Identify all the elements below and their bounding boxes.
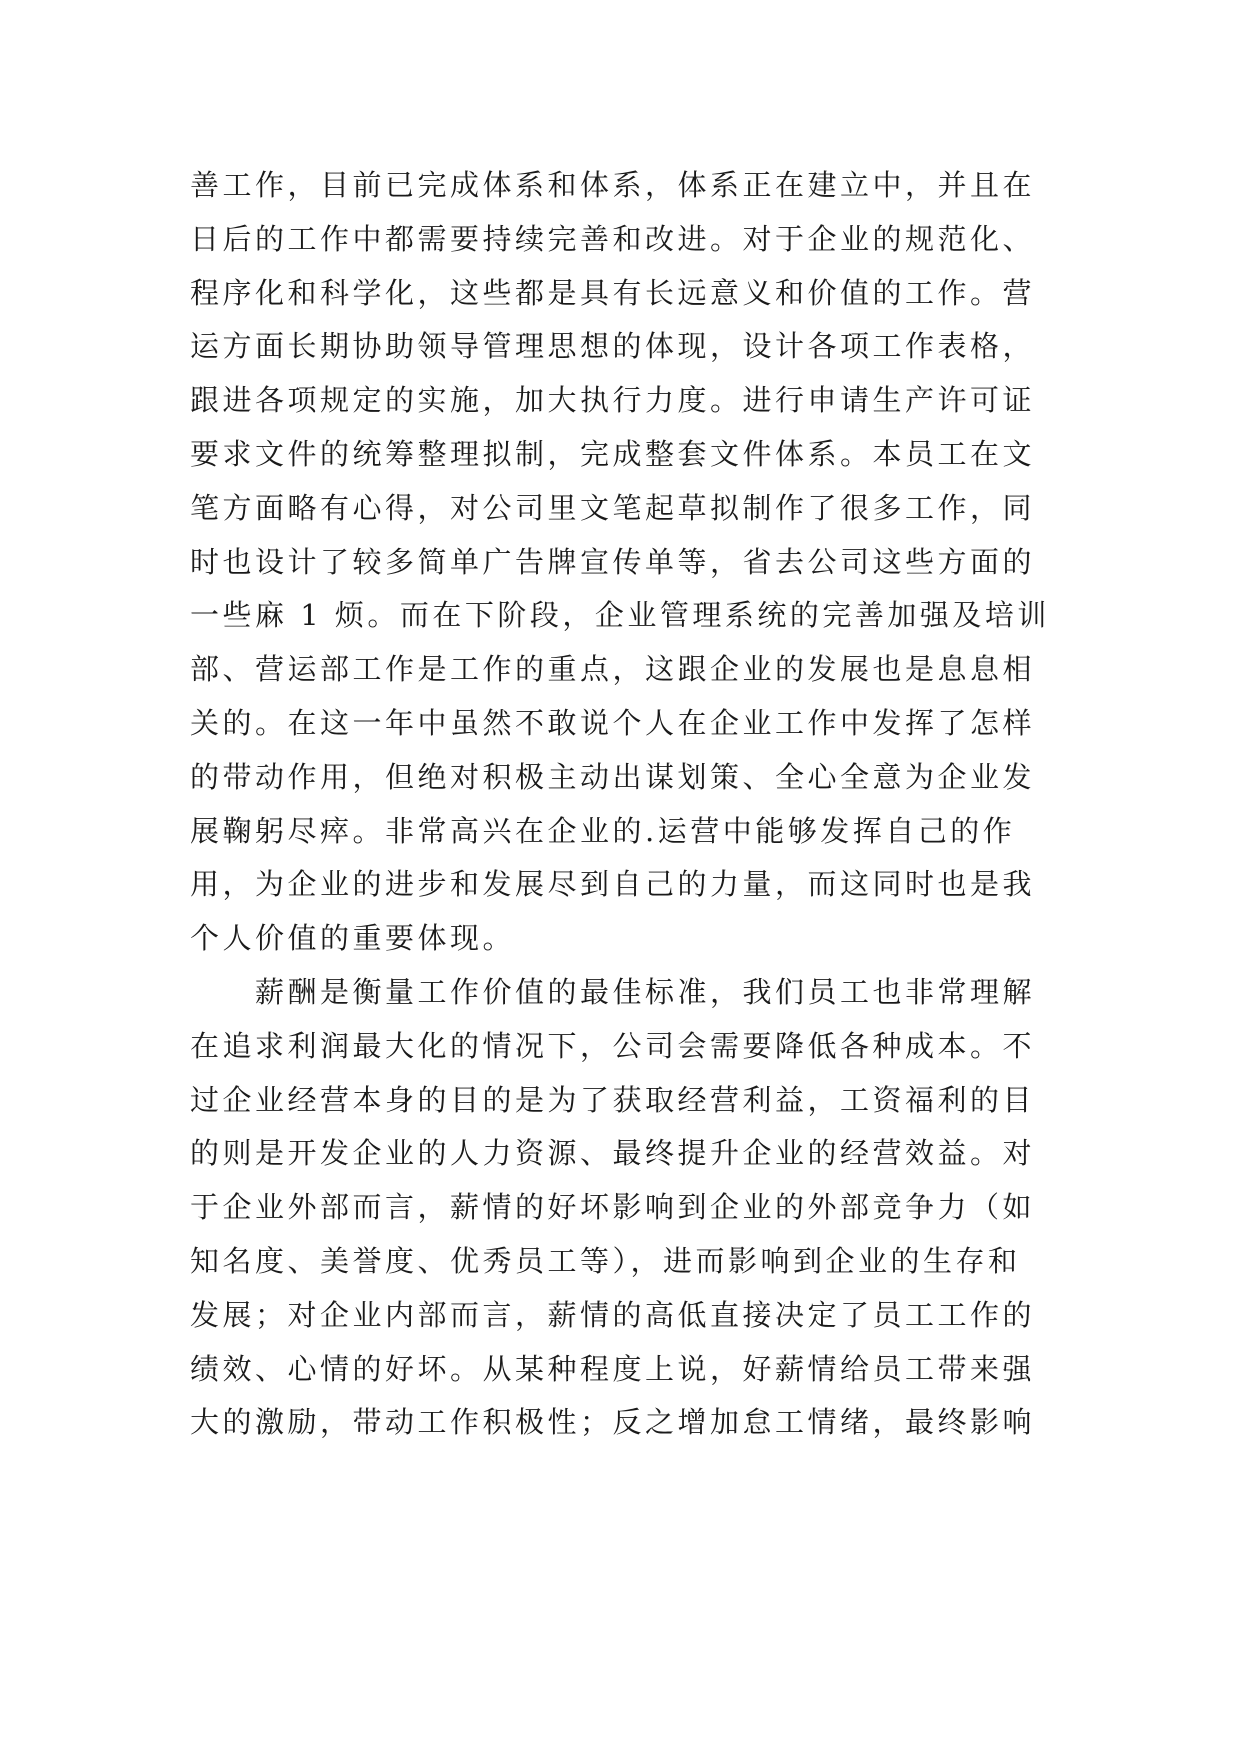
text-line: 用，为企业的进步和发展尽到自己的力量，而这同时也是我	[190, 867, 1036, 902]
text-line: 薪酬是衡量工作价值的最佳标准，我们员工也非常理解	[190, 974, 1036, 1009]
text-line: 个人价值的重要体现。	[190, 921, 516, 956]
text-line: 于企业外部而言，薪情的好坏影响到企业的外部竞争力（如	[190, 1190, 1036, 1225]
text-line: 善工作，目前已完成体系和体系，体系正在建立中，并且在	[190, 168, 1036, 202]
text-line: 在追求利润最大化的情况下，公司会需要降低各种成本。不	[190, 1028, 1036, 1063]
text-line: 跟进各项规定的实施，加大执行力度。进行申请生产许可证	[190, 383, 1036, 418]
text-line: 的则是开发企业的人力资源、最终提升企业的经营效益。对	[190, 1136, 1036, 1171]
text-line: 一些麻 1 烦。而在下阶段，企业管理系统的完善加强及培训	[190, 598, 1050, 633]
text-line: 发展；对企业内部而言，薪情的高低直接决定了员工工作的	[190, 1297, 1036, 1332]
text-line: 运方面长期协助领导管理思想的体现，设计各项工作表格，	[190, 329, 1036, 364]
text-line: 过企业经营本身的目的是为了获取经营利益，工资福利的目	[190, 1082, 1036, 1117]
text-line: 要求文件的统筹整理拟制，完成整套文件体系。本员工在文	[190, 436, 1036, 471]
body-text	[190, 162, 1070, 1453]
text-line: 大的激励，带动工作积极性；反之增加怠工情绪，最终影响	[190, 1405, 1036, 1440]
text-line: 关的。在这一年中虽然不敢说个人在企业工作中发挥了怎样	[190, 705, 1036, 740]
text-line: 笔方面略有心得，对公司里文笔起草拟制作了很多工作，同	[190, 490, 1036, 525]
text-line: 程序化和科学化，这些都是具有长远意义和价值的工作。营	[190, 275, 1036, 310]
text-line: 时也设计了较多简单广告牌宣传单等，省去公司这些方面的	[190, 544, 1036, 579]
text-line: 绩效、心情的好坏。从某种程度上说，好薪情给员工带来强	[190, 1351, 1036, 1386]
text-line: 知名度、美誉度、优秀员工等），进而影响到企业的生存和	[190, 1243, 1021, 1278]
text-line: 的带动作用，但绝对积极主动出谋划策、全心全意为企业发	[190, 759, 1036, 794]
text-line: 部、营运部工作是工作的重点，这跟企业的发展也是息息相	[190, 652, 1036, 687]
text-line: 日后的工作中都需要持续完善和改进。对于企业的规范化、	[190, 221, 1036, 256]
text-line: 展鞠躬尽瘁。非常高兴在企业的.运营中能够发挥自己的作	[190, 813, 1016, 848]
